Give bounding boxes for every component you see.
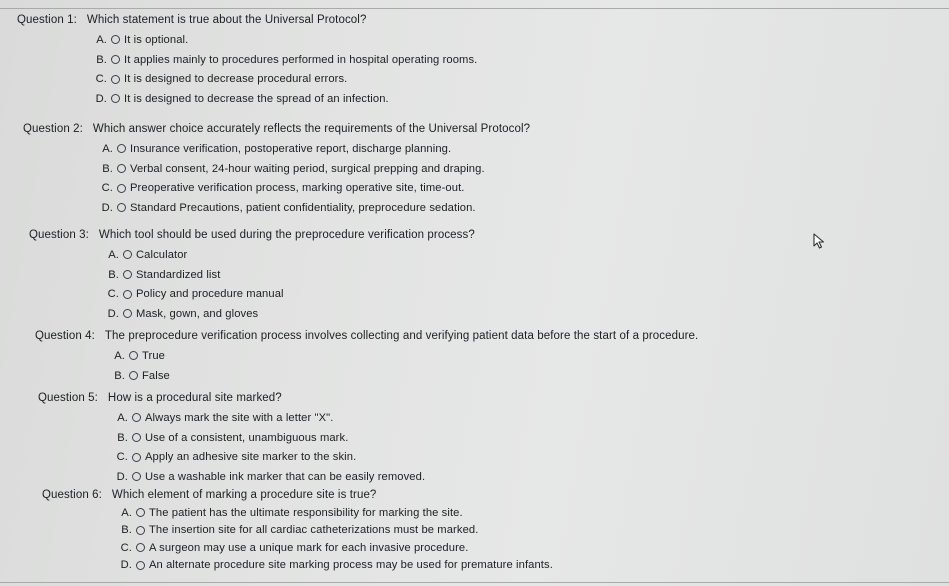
radio-button[interactable] — [123, 309, 132, 318]
radio-button[interactable] — [136, 508, 145, 517]
question-number: Question 5: — [38, 392, 98, 404]
option-text: Use a washable ink marker that can be easily removed. — [145, 470, 426, 483]
question-2 — [23, 123, 530, 218]
option-letter: C. — [95, 73, 107, 86]
bottom-divider — [0, 582, 949, 583]
option-letter: D. — [101, 201, 113, 214]
option-text: A surgeon may use a unique mark for each invasive procedure. — [149, 541, 469, 554]
radio-button[interactable] — [111, 94, 120, 103]
radio-button[interactable] — [132, 413, 141, 422]
question-header — [38, 392, 425, 404]
option-letter: A. — [121, 506, 132, 519]
answer-option-b[interactable] — [103, 366, 698, 386]
answer-option-c[interactable] — [110, 539, 553, 557]
option-letter: D. — [107, 307, 119, 320]
option-letter: A. — [117, 411, 128, 424]
question-5 — [38, 392, 425, 487]
option-letter: B. — [117, 431, 128, 444]
radio-button[interactable] — [129, 351, 138, 360]
question-text: Which tool should be used during the preprocedure verification process? — [98, 229, 475, 241]
question-text: Which answer choice accurately reflects the requirements of the Universal Protocol? — [92, 123, 531, 135]
question-text: How is a procedural site marked? — [107, 392, 282, 404]
radio-button[interactable] — [136, 543, 145, 552]
answer-option-c[interactable] — [97, 284, 475, 304]
question-header — [29, 229, 475, 241]
radio-button[interactable] — [123, 250, 132, 259]
radio-button[interactable] — [129, 371, 138, 380]
answer-option-a[interactable] — [103, 346, 698, 366]
option-letter: A. — [114, 349, 125, 362]
option-letter: C. — [107, 288, 119, 301]
answer-option-a[interactable] — [85, 30, 477, 50]
answer-option-b[interactable] — [97, 265, 475, 285]
answer-option-a[interactable] — [97, 245, 475, 265]
answer-option-b[interactable] — [106, 428, 425, 448]
option-text: It is optional. — [124, 33, 189, 46]
question-header — [42, 489, 553, 501]
question-number: Question 3: — [29, 229, 89, 241]
answer-option-d[interactable] — [106, 467, 425, 487]
radio-button[interactable] — [117, 164, 126, 173]
question-number: Question 4: — [35, 330, 95, 342]
question-text: Which statement is true about the Universal Protocol? — [86, 14, 367, 26]
option-text: It is designed to decrease the spread of an infection. — [124, 92, 389, 105]
option-text: True — [142, 349, 165, 362]
option-letter: B. — [102, 162, 113, 175]
answer-option-c[interactable] — [85, 69, 477, 89]
option-letter: B. — [96, 53, 107, 66]
answer-option-b[interactable] — [85, 50, 477, 70]
radio-button[interactable] — [136, 526, 145, 535]
option-letter: B. — [114, 369, 125, 382]
radio-button[interactable] — [123, 290, 132, 299]
option-text: It is designed to decrease procedural errors. — [124, 73, 348, 86]
answer-option-a[interactable] — [106, 408, 425, 428]
option-letter: C. — [120, 541, 132, 554]
option-letter: A. — [102, 142, 113, 155]
option-letter: B. — [108, 268, 119, 281]
option-letter: A. — [96, 33, 107, 46]
top-divider — [0, 8, 949, 9]
question-4 — [35, 330, 698, 385]
option-letter: C. — [101, 182, 113, 195]
question-header — [17, 14, 477, 26]
option-text: It applies mainly to procedures performed in hospital operating rooms. — [124, 53, 478, 66]
question-number: Question 6: — [42, 489, 102, 501]
option-letter: C. — [116, 451, 128, 464]
option-text: Calculator — [136, 248, 188, 261]
radio-button[interactable] — [117, 144, 126, 153]
radio-button[interactable] — [111, 55, 120, 64]
radio-button[interactable] — [136, 561, 145, 570]
answer-option-d[interactable] — [85, 89, 477, 109]
option-letter: B. — [121, 524, 132, 537]
question-number: Question 1: — [17, 14, 77, 26]
answer-option-d[interactable] — [91, 198, 530, 218]
radio-button[interactable] — [123, 270, 132, 279]
radio-button[interactable] — [132, 433, 141, 442]
question-number: Question 2: — [23, 123, 83, 135]
answer-option-d[interactable] — [97, 304, 475, 324]
answer-option-c[interactable] — [106, 447, 425, 467]
question-3 — [29, 229, 475, 324]
question-text: Which element of marking a procedure site is true? — [111, 489, 377, 501]
answer-option-b[interactable] — [110, 522, 553, 540]
question-header — [35, 330, 698, 342]
option-letter: A. — [108, 248, 119, 261]
option-text: Always mark the site with a letter "X". — [145, 411, 334, 424]
option-letter: D. — [95, 92, 107, 105]
option-text: False — [142, 369, 170, 382]
option-text: Policy and procedure manual — [136, 288, 284, 301]
radio-button[interactable] — [111, 75, 120, 84]
radio-button[interactable] — [117, 203, 126, 212]
mouse-pointer-icon — [813, 233, 827, 249]
answer-option-b[interactable] — [91, 159, 530, 179]
option-text: Use of a consistent, unambiguous mark. — [145, 431, 349, 444]
option-text: The patient has the ultimate responsibility for marking the site. — [149, 506, 463, 519]
radio-button[interactable] — [132, 472, 141, 481]
answer-option-d[interactable] — [110, 557, 553, 575]
radio-button[interactable] — [132, 453, 141, 462]
answer-option-a[interactable] — [91, 139, 530, 159]
answer-option-c[interactable] — [91, 178, 530, 198]
question-text: The preprocedure verification process involves collecting and verifying patient data before the start of a procedure. — [104, 330, 699, 342]
question-header — [23, 123, 530, 135]
option-text: Apply an adhesive site marker to the skin. — [145, 451, 357, 464]
option-text: Standard Precautions, patient confidentiality, preprocedure sedation. — [130, 201, 476, 214]
question-1 — [17, 14, 477, 109]
answer-option-a[interactable] — [110, 504, 553, 522]
option-text: Verbal consent, 24-hour waiting period, surgical prepping and draping. — [130, 162, 485, 175]
option-text: The insertion site for all cardiac catheterizations must be marked. — [149, 524, 479, 537]
option-letter: D. — [120, 559, 132, 572]
option-text: Preoperative verification process, marking operative site, time-out. — [130, 182, 465, 195]
option-text: Mask, gown, and gloves — [136, 307, 259, 320]
radio-button[interactable] — [117, 184, 126, 193]
option-letter: D. — [116, 470, 128, 483]
option-text: Standardized list — [136, 268, 221, 281]
radio-button[interactable] — [111, 35, 120, 44]
option-text: An alternate procedure site marking process may be used for premature infants. — [149, 559, 553, 572]
question-6 — [42, 489, 553, 574]
option-text: Insurance verification, postoperative report, discharge planning. — [130, 142, 452, 155]
